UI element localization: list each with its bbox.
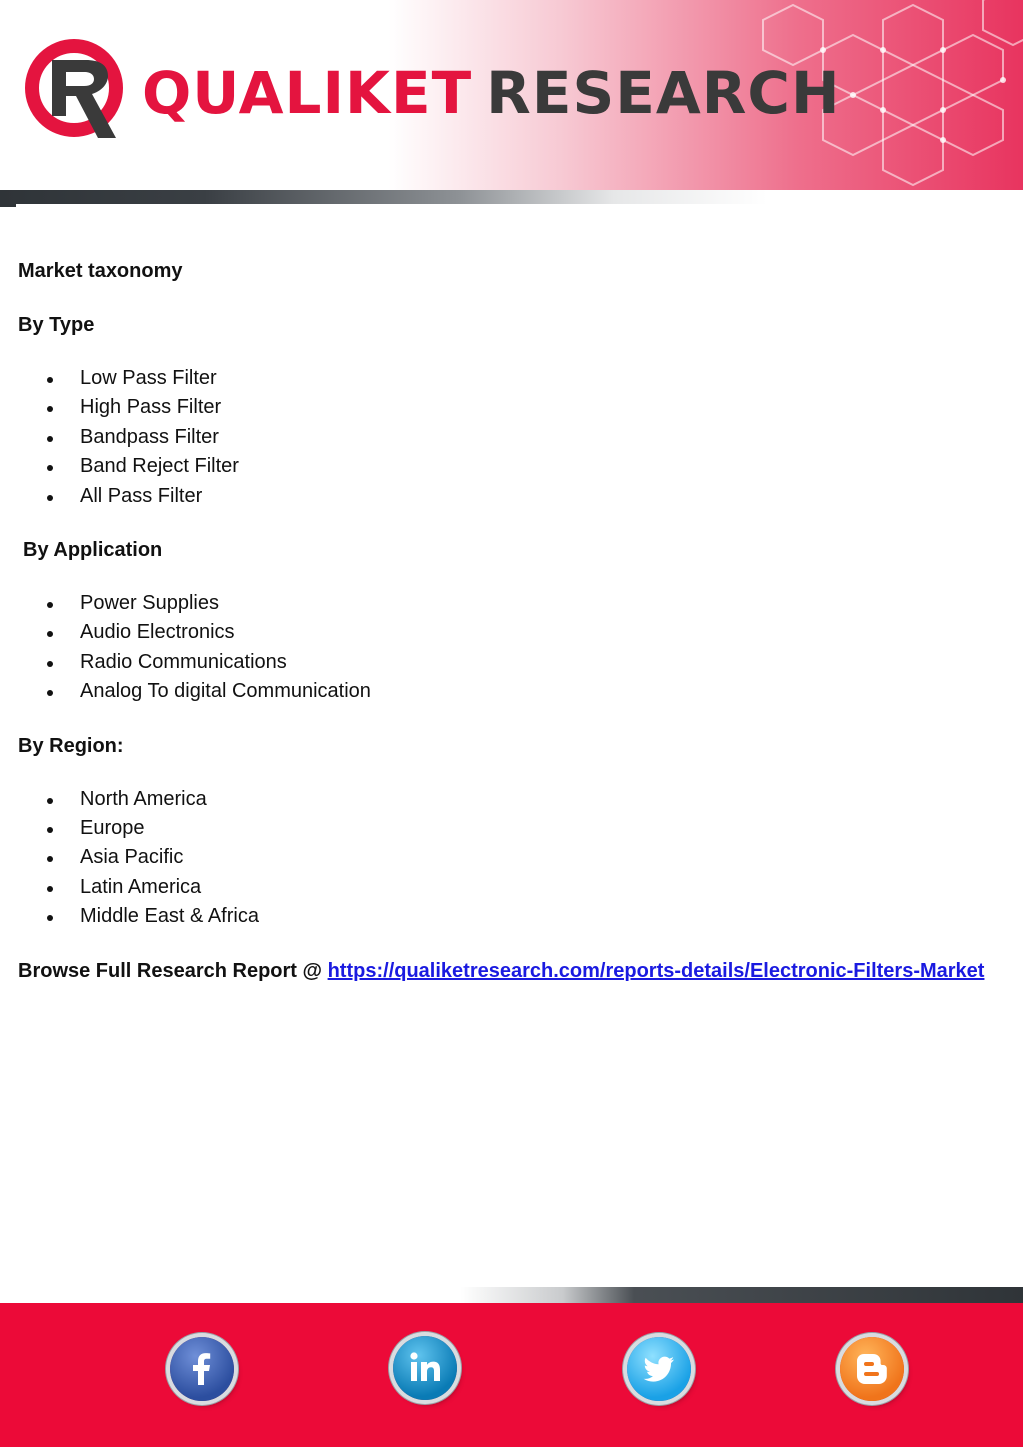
- blogger-glyph: [852, 1349, 892, 1389]
- section-heading-region: By Region:: [18, 734, 124, 757]
- list-item: Latin America: [18, 873, 1006, 902]
- facebook-icon[interactable]: [170, 1337, 234, 1401]
- region-list: [18, 785, 1006, 932]
- list-item: Audio Electronics: [18, 618, 1006, 647]
- list-item: Asia Pacific: [18, 843, 1006, 872]
- report-link[interactable]: https://qualiketresearch.com/reports-details/Electronic-Filters-Market: [327, 959, 985, 982]
- page-header: [0, 0, 1023, 190]
- blogger-icon[interactable]: [840, 1337, 904, 1401]
- type-list: [18, 364, 1006, 511]
- list-item: Middle East & Africa: [18, 902, 1006, 931]
- linkedin-icon[interactable]: [393, 1336, 457, 1400]
- logo-wordmark: [142, 58, 841, 128]
- twitter-glyph: [639, 1349, 679, 1389]
- footer-divider-bar: [0, 1287, 1023, 1303]
- page-footer: [0, 1303, 1023, 1447]
- list-item: Europe: [18, 814, 1006, 843]
- list-item: Low Pass Filter: [18, 364, 1006, 393]
- list-item: Radio Communications: [18, 648, 1006, 677]
- page-title: Market taxonomy: [18, 260, 183, 282]
- list-item: North America: [18, 785, 1006, 814]
- list-item: Band Reject Filter: [18, 452, 1006, 481]
- header-divider-bar: [0, 190, 1023, 204]
- list-item: All Pass Filter: [18, 482, 1006, 511]
- document-body: [18, 256, 1006, 986]
- facebook-glyph: [182, 1349, 222, 1389]
- list-item: Power Supplies: [18, 589, 1006, 618]
- browse-report-line: [18, 956, 1006, 986]
- logo-word-qualiket: QUALIKET: [142, 59, 473, 127]
- twitter-icon[interactable]: [627, 1337, 691, 1401]
- header-notch: [0, 204, 16, 207]
- list-item: Bandpass Filter: [18, 423, 1006, 452]
- application-list: [18, 589, 1006, 707]
- logo-word-research: RESEARCH: [486, 59, 841, 127]
- linkedin-glyph: [405, 1348, 445, 1388]
- list-item: Analog To digital Communication: [18, 677, 1006, 706]
- browse-label: Browse Full Research Report @: [18, 959, 323, 982]
- section-heading-application: By Application: [23, 539, 163, 562]
- qualiket-logo-icon: [22, 34, 132, 149]
- list-item: High Pass Filter: [18, 393, 1006, 422]
- section-heading-type: By Type: [18, 314, 95, 336]
